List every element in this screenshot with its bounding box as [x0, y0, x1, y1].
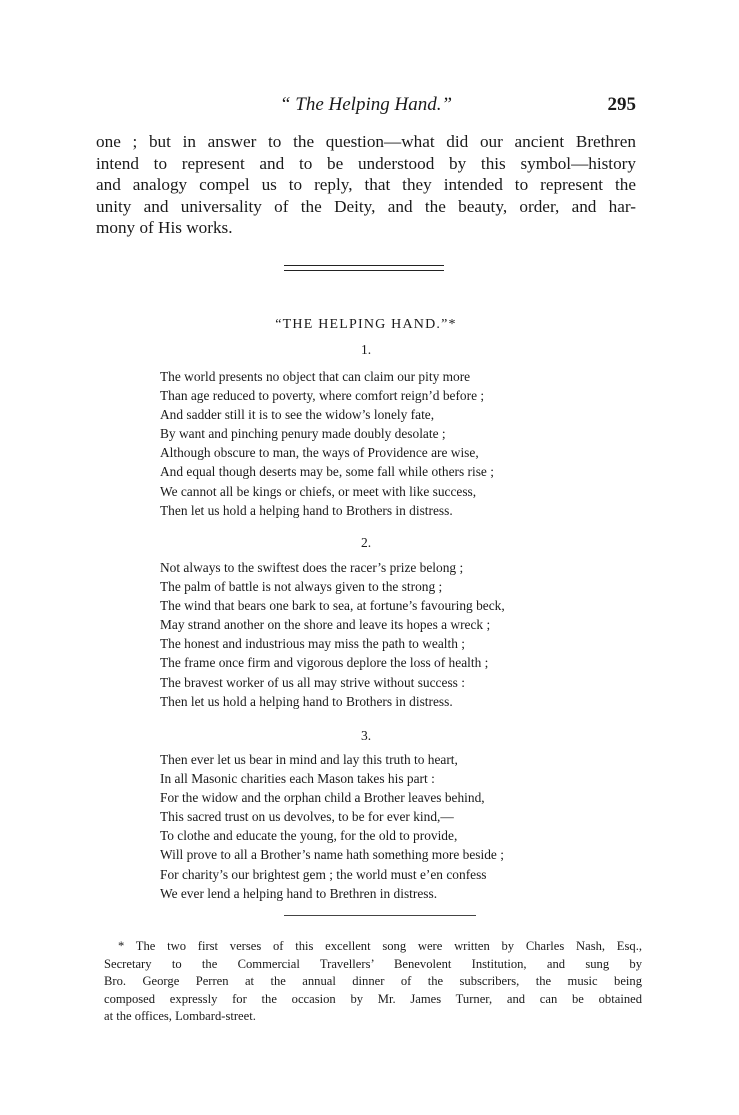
running-title: “ The Helping Hand.” — [279, 94, 453, 115]
verse-line: The honest and industrious may miss the path to wealth ; — [160, 636, 465, 652]
section-divider-top — [284, 265, 444, 266]
verse-line: Than age reduced to poverty, where comfort reign’d before ; — [160, 388, 485, 404]
footnote-line: composed expressly for the occasion by Mr. James Turner, and can be obtained — [104, 991, 642, 1006]
verse-3 — [160, 750, 630, 903]
verse-line: Then ever let us bear in mind and lay this truth to heart, — [160, 752, 458, 767]
page-number: 295 — [607, 94, 636, 115]
prose-line: intend to represent and to be understood by this symbol—history — [96, 153, 636, 173]
footnote-line: at the offices, Lombard-street. — [104, 1009, 256, 1024]
verse-line: This sacred trust on us devolves, to be for ever kind,— — [160, 809, 454, 825]
prose-line: unity and universality of the Deity, and the beauty, order, and har- — [96, 196, 636, 216]
verse-line: May strand another on the shore and leave its hopes a wreck ; — [160, 617, 491, 633]
verse-line: And sadder still it is to see the widow’s lonely fate, — [160, 407, 435, 423]
verse-line: Although obscure to man, the ways of Providence are wise, — [160, 445, 479, 461]
verse-line: Will prove to all a Brother’s name hath something more beside ; — [160, 847, 504, 863]
prose-line: and analogy compel us to reply, that they intended to represent the — [96, 175, 636, 195]
footnote-divider — [284, 915, 476, 916]
verse-line: Then let us hold a helping hand to Brothers in distress. — [160, 693, 453, 709]
verse-line: And equal though deserts may be, some fall while others rise ; — [160, 464, 494, 480]
verse-line: We cannot all be kings or chiefs, or meet with like success, — [160, 483, 477, 499]
verse-number: 2. — [360, 535, 372, 550]
song-title: “THE HELPING HAND.”* — [275, 317, 457, 332]
verse-1 — [160, 367, 630, 520]
verse-2 — [160, 558, 630, 711]
running-header — [96, 94, 636, 124]
verse-line: The world presents no object that can claim our pity more — [160, 369, 471, 384]
verse-line: By want and pinching penury made doubly desolate ; — [160, 426, 446, 442]
footnote-line: Secretary to the Commercial Travellers’ Benevolent Institution, and sung by — [104, 956, 642, 971]
verse-line: For charity’s our brightest gem ; the world must e’en confess — [160, 866, 487, 882]
verse-line: We ever lend a helping hand to Brethren in distress. — [160, 885, 438, 901]
prose-line: one ; but in answer to the question—what did our ancient Brethren — [96, 132, 636, 151]
prose-paragraph — [96, 131, 636, 239]
verse-line: In all Masonic charities each Mason takes his part : — [160, 771, 435, 787]
verse-line: The palm of battle is not always given to the strong ; — [160, 579, 443, 595]
verse-line: For the widow and the orphan child a Brother leaves behind, — [160, 790, 485, 806]
verse-line: The wind that bears one bark to sea, at fortune’s favouring beck, — [160, 598, 505, 614]
verse-line: Then let us hold a helping hand to Brothers in distress. — [160, 502, 453, 518]
footnote-line: Bro. George Perren at the annual dinner of the subscribers, the music being — [104, 974, 642, 989]
verse-line: The bravest worker of us all may strive without success : — [160, 674, 465, 690]
verse-line: To clothe and educate the young, for the old to provide, — [160, 828, 458, 844]
section-divider-bottom — [284, 270, 444, 271]
verse-number: 3. — [360, 728, 372, 743]
verse-line: Not always to the swiftest does the racer’s prize belong ; — [160, 560, 464, 575]
footnote-line: * The two first verses of this excellent song were written by Charles Nash, Esq., — [118, 939, 642, 953]
prose-line: mony of His works. — [96, 218, 233, 238]
verse-number: 1. — [360, 342, 372, 357]
verse-line: The frame once firm and vigorous deplore the loss of health ; — [160, 655, 489, 671]
footnote — [104, 938, 642, 1026]
